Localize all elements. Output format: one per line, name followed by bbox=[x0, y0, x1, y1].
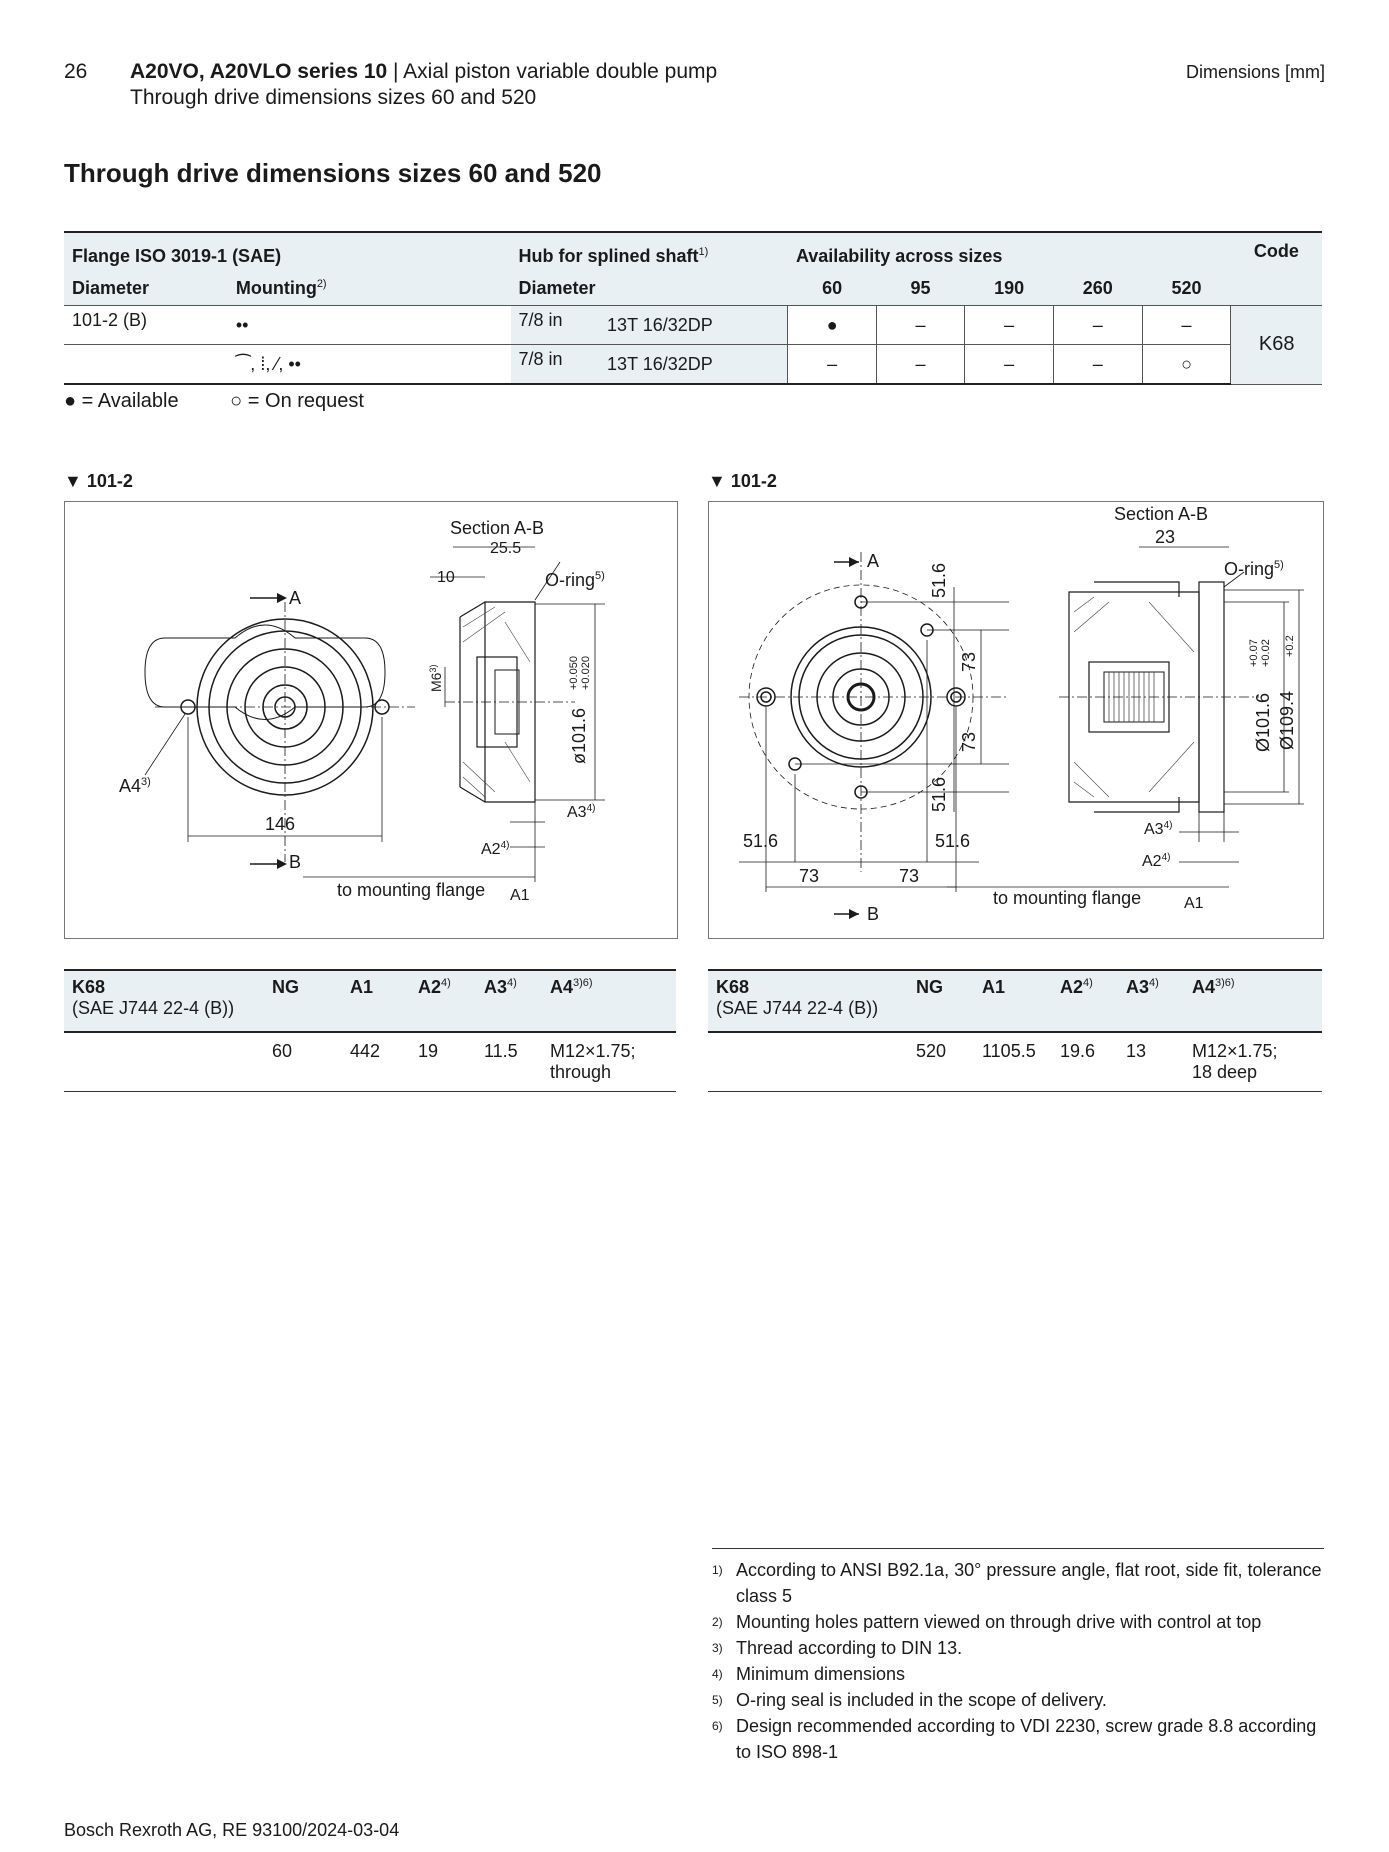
column-header-sup: 4) bbox=[441, 977, 451, 989]
section-label: Dimensions [mm] bbox=[1185, 62, 1325, 82]
section-marker-a: A bbox=[867, 551, 880, 571]
column-header: NG bbox=[908, 970, 974, 1032]
column-header-text: A4 bbox=[1192, 977, 1216, 997]
hub-spline-cell: 13T 16/32DP bbox=[599, 345, 788, 385]
dimension-a3-sup: 4) bbox=[1163, 820, 1173, 831]
page-number: 26 bbox=[64, 60, 88, 83]
section-marker-a: A bbox=[289, 588, 302, 608]
dimension-10: 10 bbox=[437, 569, 455, 586]
dimension-a4 bbox=[119, 776, 151, 796]
thread-m6-sup: 3) bbox=[428, 664, 438, 673]
legend-available: ● = Available bbox=[64, 390, 179, 412]
footnote bbox=[712, 1661, 1324, 1687]
column-header: A1 bbox=[974, 970, 1052, 1032]
column-header-sup: 4) bbox=[1083, 977, 1093, 989]
footnote bbox=[712, 1713, 1324, 1765]
tolerance-lower: +0.020 bbox=[580, 656, 592, 690]
dimension-51-6: 51.6 bbox=[929, 562, 949, 598]
hub-diameter-cell: 7/8 in bbox=[511, 306, 600, 345]
mounting-pattern-cell: ⁀, ⁞, ⁄, •• bbox=[228, 345, 511, 385]
dimension-25-5: 25.5 bbox=[490, 540, 522, 557]
code-cell bbox=[64, 1032, 264, 1092]
dimension-table-size-520 bbox=[708, 969, 1322, 1092]
section-title: Section A-B bbox=[450, 518, 545, 538]
dimension-a2-sup: 4) bbox=[1161, 852, 1171, 863]
column-header-sup: 3)6) bbox=[573, 977, 593, 989]
footnote-number: 5) bbox=[712, 1693, 723, 1707]
a3-cell: 11.5 bbox=[476, 1032, 542, 1092]
footnote-number: 6) bbox=[712, 1719, 723, 1733]
a1-cell: 442 bbox=[342, 1032, 410, 1092]
hub-diameter-header: Diameter bbox=[511, 271, 788, 306]
availability-cell: – bbox=[788, 345, 876, 385]
o-ring-sup: 5) bbox=[1274, 559, 1284, 571]
table-row bbox=[64, 345, 1322, 385]
table-row bbox=[708, 1032, 1322, 1092]
availability-table bbox=[64, 231, 1322, 385]
diameter-109-4: Ø109.4 bbox=[1277, 690, 1297, 750]
tolerance-upper: +0.07 bbox=[1248, 639, 1260, 667]
legend-on-request: ○ = On request bbox=[230, 390, 364, 412]
availability-cell: – bbox=[965, 306, 1054, 345]
document-title-bold: A20VO, A20VLO series 10 bbox=[130, 60, 388, 83]
a4-line-1: M12×1.75; bbox=[550, 1041, 636, 1061]
hub-spline-cell: 13T 16/32DP bbox=[599, 306, 788, 345]
column-header-sup: 4) bbox=[507, 977, 517, 989]
column-header bbox=[542, 970, 676, 1032]
column-header: A1 bbox=[342, 970, 410, 1032]
section-marker-b: B bbox=[289, 852, 302, 872]
dimension-73: 73 bbox=[959, 651, 979, 672]
size-header: 190 bbox=[965, 271, 1054, 306]
hub-diameter-cell: 7/8 in bbox=[511, 345, 600, 385]
dimension-a4-sup: 3) bbox=[141, 776, 151, 788]
dimension-a2 bbox=[1142, 852, 1170, 870]
footnote-text: Thread according to DIN 13. bbox=[736, 1638, 963, 1658]
dimension-73: 73 bbox=[899, 866, 920, 886]
availability-header: Availability across sizes bbox=[788, 232, 1231, 271]
code-header bbox=[708, 970, 908, 1032]
dimension-a3-sup: 4) bbox=[586, 803, 596, 814]
column-header-text: A3 bbox=[484, 977, 508, 997]
dimension-a1: A1 bbox=[510, 887, 530, 904]
ng-cell: 520 bbox=[908, 1032, 974, 1092]
code-header-sub: (SAE J744 22-4 (B)) bbox=[716, 998, 879, 1018]
dimension-73: 73 bbox=[959, 731, 979, 752]
column-header-text: A2 bbox=[1060, 977, 1084, 997]
size-header: 520 bbox=[1142, 271, 1231, 306]
dimension-a2-text: A2 bbox=[1142, 853, 1162, 870]
dimension-51-6: 51.6 bbox=[935, 831, 971, 851]
legend bbox=[64, 390, 410, 413]
diameter-101-6: Ø101.6 bbox=[1253, 692, 1273, 752]
dimension-table-size-60 bbox=[64, 969, 676, 1092]
a4-line-2: through bbox=[550, 1062, 612, 1082]
mounting-header bbox=[228, 271, 511, 306]
dimension-a3 bbox=[567, 803, 595, 821]
footnote-number: 2) bbox=[712, 1615, 723, 1629]
dimension-a2-sup: 4) bbox=[500, 840, 510, 851]
footnote-number: 4) bbox=[712, 1667, 723, 1681]
column-header bbox=[476, 970, 542, 1032]
column-header bbox=[1184, 970, 1322, 1032]
column-header-text: A2 bbox=[418, 977, 442, 997]
footnote-number: 3) bbox=[712, 1641, 723, 1655]
flange-header: Flange ISO 3019-1 (SAE) bbox=[64, 232, 511, 271]
page-footer: Bosch Rexroth AG, RE 93100/2024-03-04 bbox=[64, 1820, 400, 1840]
tolerance-109-4: +0.2 bbox=[1284, 635, 1296, 657]
a1-cell: 1105.5 bbox=[974, 1032, 1052, 1092]
a4-cell bbox=[542, 1032, 676, 1092]
footnote bbox=[712, 1557, 1324, 1609]
code-header-text: K68 bbox=[716, 977, 750, 997]
o-ring-text: O-ring bbox=[545, 570, 596, 590]
footnote bbox=[712, 1609, 1324, 1635]
column-header-text: A4 bbox=[550, 977, 574, 997]
code-cell: K68 bbox=[1231, 306, 1322, 385]
dimension-a3-text: A3 bbox=[567, 804, 587, 821]
footnotes bbox=[712, 1548, 1324, 1765]
ng-cell: 60 bbox=[264, 1032, 342, 1092]
mounting-header-text: Mounting bbox=[235, 277, 317, 298]
dimension-51-6: 51.6 bbox=[929, 776, 949, 812]
figure-1-drawing bbox=[64, 501, 678, 939]
footnote bbox=[712, 1635, 1324, 1661]
footnote-text: According to ANSI B92.1a, 30° pressure angle, flat root, side fit, tolerance class 5 bbox=[736, 1560, 1322, 1606]
a4-line-1: M12×1.75; bbox=[1192, 1041, 1278, 1061]
code-header-sub: (SAE J744 22-4 (B)) bbox=[72, 998, 235, 1018]
section-marker-b: B bbox=[867, 904, 880, 924]
footnote-number: 1) bbox=[712, 1563, 723, 1577]
a2-cell: 19.6 bbox=[1052, 1032, 1118, 1092]
mounting-header-sup: 2) bbox=[316, 277, 327, 290]
flange-101-2-size-60-drawing bbox=[65, 502, 677, 938]
tolerance-upper: +0.050 bbox=[568, 656, 580, 690]
availability-cell: – bbox=[1053, 306, 1142, 345]
code-header: Code bbox=[1231, 232, 1322, 306]
code-cell bbox=[708, 1032, 908, 1092]
hub-header bbox=[511, 232, 788, 271]
dimension-51-6: 51.6 bbox=[743, 831, 779, 851]
table-row bbox=[64, 306, 1322, 345]
dimension-a4-text: A4 bbox=[119, 776, 142, 796]
dimension-a2-text: A2 bbox=[481, 841, 501, 858]
hub-header-text: Hub for splined shaft bbox=[518, 246, 699, 266]
a3-cell: 13 bbox=[1118, 1032, 1184, 1092]
code-header-text: K68 bbox=[72, 977, 106, 997]
document-subtitle: Through drive dimensions sizes 60 and 520 bbox=[130, 86, 537, 109]
availability-cell: – bbox=[1053, 345, 1142, 385]
figure-1-label: ▼ 101-2 bbox=[64, 471, 133, 491]
o-ring-sup: 5) bbox=[595, 570, 605, 582]
o-ring-text: O-ring bbox=[1224, 559, 1275, 579]
figure-2-drawing bbox=[708, 501, 1324, 939]
document-title-rest: | Axial piston variable double pump bbox=[387, 60, 718, 83]
column-header-text: A3 bbox=[1126, 977, 1150, 997]
availability-cell: – bbox=[1142, 306, 1231, 345]
dimension-a2 bbox=[481, 840, 509, 858]
section-title: Section A-B bbox=[1114, 504, 1209, 524]
dimension-a3-text: A3 bbox=[1144, 821, 1164, 838]
size-header: 95 bbox=[876, 271, 964, 306]
size-header: 260 bbox=[1053, 271, 1142, 306]
diameter-101-6: ø101.6 bbox=[569, 707, 589, 764]
a2-cell: 19 bbox=[410, 1032, 476, 1092]
availability-cell: – bbox=[876, 306, 964, 345]
document-title bbox=[130, 60, 717, 84]
dimension-23: 23 bbox=[1155, 527, 1176, 547]
o-ring-label bbox=[545, 570, 605, 590]
table-row bbox=[64, 1032, 676, 1092]
column-header-sup: 3)6) bbox=[1215, 977, 1235, 989]
dimension-146: 146 bbox=[265, 814, 296, 834]
flange-diameter-cell: 101-2 (B) bbox=[64, 306, 228, 345]
mounting-flange-label: to mounting flange bbox=[993, 888, 1142, 908]
mounting-pattern-cell: •• bbox=[228, 306, 511, 345]
flange-diameter-cell bbox=[64, 345, 228, 385]
column-header bbox=[1052, 970, 1118, 1032]
column-header-sup: 4) bbox=[1149, 977, 1159, 989]
diameter-header: Diameter bbox=[64, 271, 228, 306]
dimension-73: 73 bbox=[799, 866, 820, 886]
figure-2-label: ▼ 101-2 bbox=[708, 471, 777, 491]
availability-cell: – bbox=[965, 345, 1054, 385]
footnote-text: O-ring seal is included in the scope of delivery. bbox=[736, 1690, 1107, 1710]
o-ring-label bbox=[1224, 559, 1284, 579]
footnote-text: Minimum dimensions bbox=[736, 1664, 906, 1684]
footnote-text: Design recommended according to VDI 2230, screw grade 8.8 according to ISO 898-1 bbox=[736, 1716, 1317, 1762]
page-heading: Through drive dimensions sizes 60 and 520 bbox=[64, 158, 602, 188]
availability-cell: ● bbox=[788, 306, 876, 345]
footnote-text: Mounting holes pattern viewed on through drive with control at top bbox=[736, 1612, 1262, 1632]
availability-cell: ○ bbox=[1142, 345, 1231, 385]
availability-cell: – bbox=[876, 345, 964, 385]
hub-header-sup: 1) bbox=[698, 246, 709, 258]
size-header: 60 bbox=[788, 271, 876, 306]
a4-cell bbox=[1184, 1032, 1322, 1092]
code-header bbox=[64, 970, 264, 1032]
flange-101-2-size-520-drawing bbox=[709, 502, 1323, 938]
column-header bbox=[410, 970, 476, 1032]
mounting-flange-label: to mounting flange bbox=[337, 880, 486, 900]
footnote bbox=[712, 1687, 1324, 1713]
dimension-a3 bbox=[1144, 820, 1172, 838]
a4-line-2: 18 deep bbox=[1192, 1062, 1258, 1082]
tolerance-lower: +0.02 bbox=[1260, 639, 1272, 667]
column-header: NG bbox=[264, 970, 342, 1032]
thread-m6-text: M6 bbox=[428, 672, 444, 692]
column-header bbox=[1118, 970, 1184, 1032]
thread-m6-label bbox=[428, 665, 444, 692]
dimension-a1: A1 bbox=[1184, 895, 1204, 912]
